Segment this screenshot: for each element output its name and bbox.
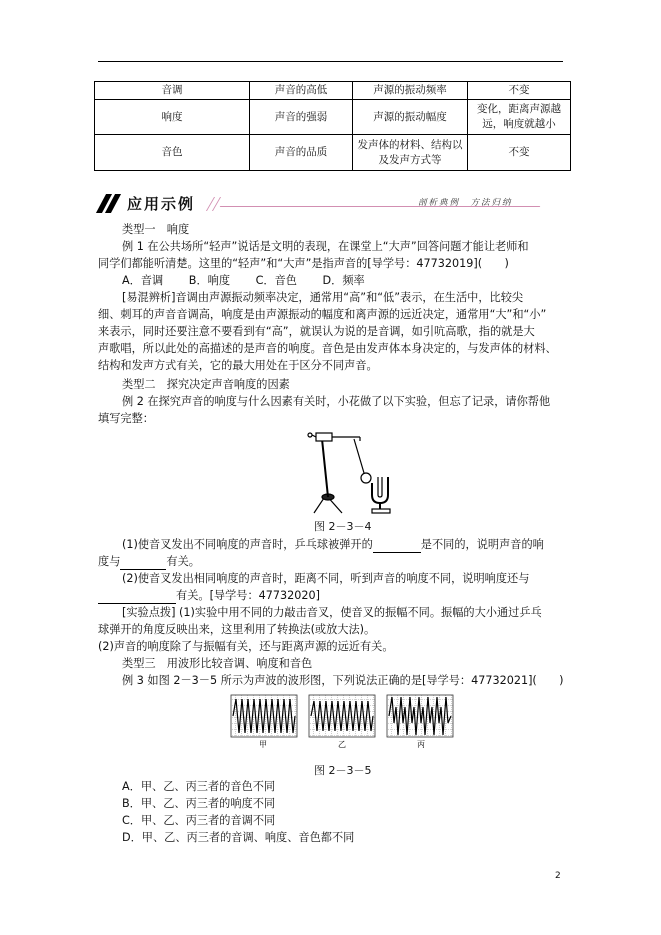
page-number: 2 [555,871,561,881]
answer-blank[interactable] [120,557,166,570]
question-fragment: (1)使音叉发出不同响度的声音时，乒乓球被弹开的 [122,538,373,551]
question-text [98,554,200,570]
question-text: (2)使音叉发出相同响度的声音时，距离不同，听到声音的响度不同，说明响度还与 [122,572,530,585]
section-banner [100,193,562,215]
table-cell: 声音的品质 [250,135,353,171]
table-cell: 发声体的材料、结构以及发声方式等 [353,135,468,171]
tip-text: [实验点拨] (1)实验中用不同的力敲击音叉，使音叉的振幅不同。振幅的大小通过乒乓 [122,606,542,619]
table-cell: 声音的强弱 [250,100,353,135]
figure-caption: 图 2－3－5 [314,764,372,777]
option: B．响度 [188,274,231,287]
table-cell: 音调 [95,82,250,100]
question-text: 同学们都能听清楚。这里的“轻声”和“大声”是指声音的[导学号：47732019]( ) [98,257,509,270]
table-cell: 响度 [95,100,250,135]
analysis-text: 结构和发声方式有关，它的最大用处在于区分不同声音。 [98,359,378,372]
answer-blank[interactable] [98,591,176,604]
question-fragment: 度与 [98,555,121,568]
waveform-yi [309,695,375,737]
type-label: 类型二 探究决定声音响度的因素 [122,378,290,391]
wave-label: 丙 [417,740,425,749]
question-fragment: 是不同的，说明声音的响 [420,538,544,551]
option: B．甲、乙、丙三者的响度不同 [122,797,276,810]
table-row [95,135,571,171]
tip-text: 球弹开的角度反映出来，这里利用了转换法(或放大法)。 [98,623,376,636]
table-row [95,82,571,100]
question-fragment: 有关。 [166,555,200,568]
tuning-fork-figure [302,425,412,517]
option: A．音调 [122,274,164,287]
option: D．频率 [322,274,365,287]
table-row [95,100,571,135]
header-rule [98,61,563,62]
table-cell: 变化，距离声源越远，响度就越小 [468,100,571,135]
wave-label: 甲 [259,740,267,749]
analysis-text: 来表示，同时还要注意不要看到有“高”，就误认为说的是音调，如引吭高歌，指的就是大 [98,325,535,338]
question-text: 例 3 如图 2－3－5 所示为声波的波形图，下列说法正确的是[导学号：47732021]( ) [122,674,564,687]
analysis-text: 细、刺耳的声音音调高，响度是由声源振动的幅度和离声源的远近决定，通常用“大”和“小” [98,308,547,321]
table-cell: 声源的振动频率 [353,82,468,100]
question-fragment: 有关。[导学号：47732020] [176,589,320,602]
waveform-jia [231,695,297,737]
waveform-bing [387,695,453,737]
option: C．音色 [255,274,297,287]
question-text [98,588,320,604]
table-cell: 不变 [468,135,571,171]
banner-title: 应用示例 [127,195,196,213]
tip-text: (2)声音的响度除了与振幅有关，还与距离声源的远近有关。 [98,640,394,653]
option: C．甲、乙、丙三者的音调不同 [122,814,276,827]
table-cell: 声源的振动幅度 [353,100,468,135]
type-label: 类型一 响度 [122,223,190,236]
analysis-text: 声歌唱，所以此处的高描述的是声音的响度。音色是由发声体本身决定的，与发声体的材料、 [98,342,557,355]
question-text [122,537,544,553]
analysis-text: [易混辨析]音调由声源振动频率决定，通常用“高”和“低”表示，在生活中，比较尖 [122,291,524,304]
type-label: 类型三 用波形比较音调、响度和音色 [122,657,313,670]
sound-properties-table [94,81,571,171]
table-cell: 音色 [95,135,250,171]
option: A．甲、乙、丙三者的音色不同 [122,780,276,793]
table-cell: 不变 [468,82,571,100]
question-text: 填写完整： [98,412,154,425]
waveform-figure [229,693,459,749]
question-text: 例 2 在探究声音的响度与什么因素有关时，小花做了以下实验，但忘了记录，请你帮他 [122,395,551,408]
banner-subtitle: 剖析典例 方法归纳 [418,198,513,208]
options-row [122,273,387,289]
question-text: 例 1 在公共场所“轻声”说话是文明的表现，在课堂上“大声”回答问题才能让老师和 [122,240,529,253]
figure-caption: 图 2－3－4 [314,520,372,533]
answer-blank[interactable] [373,540,421,553]
table-cell: 声音的高低 [250,82,353,100]
wave-label: 乙 [338,740,346,749]
option: D．甲、乙、丙三者的音调、响度、音色都不同 [122,831,355,844]
